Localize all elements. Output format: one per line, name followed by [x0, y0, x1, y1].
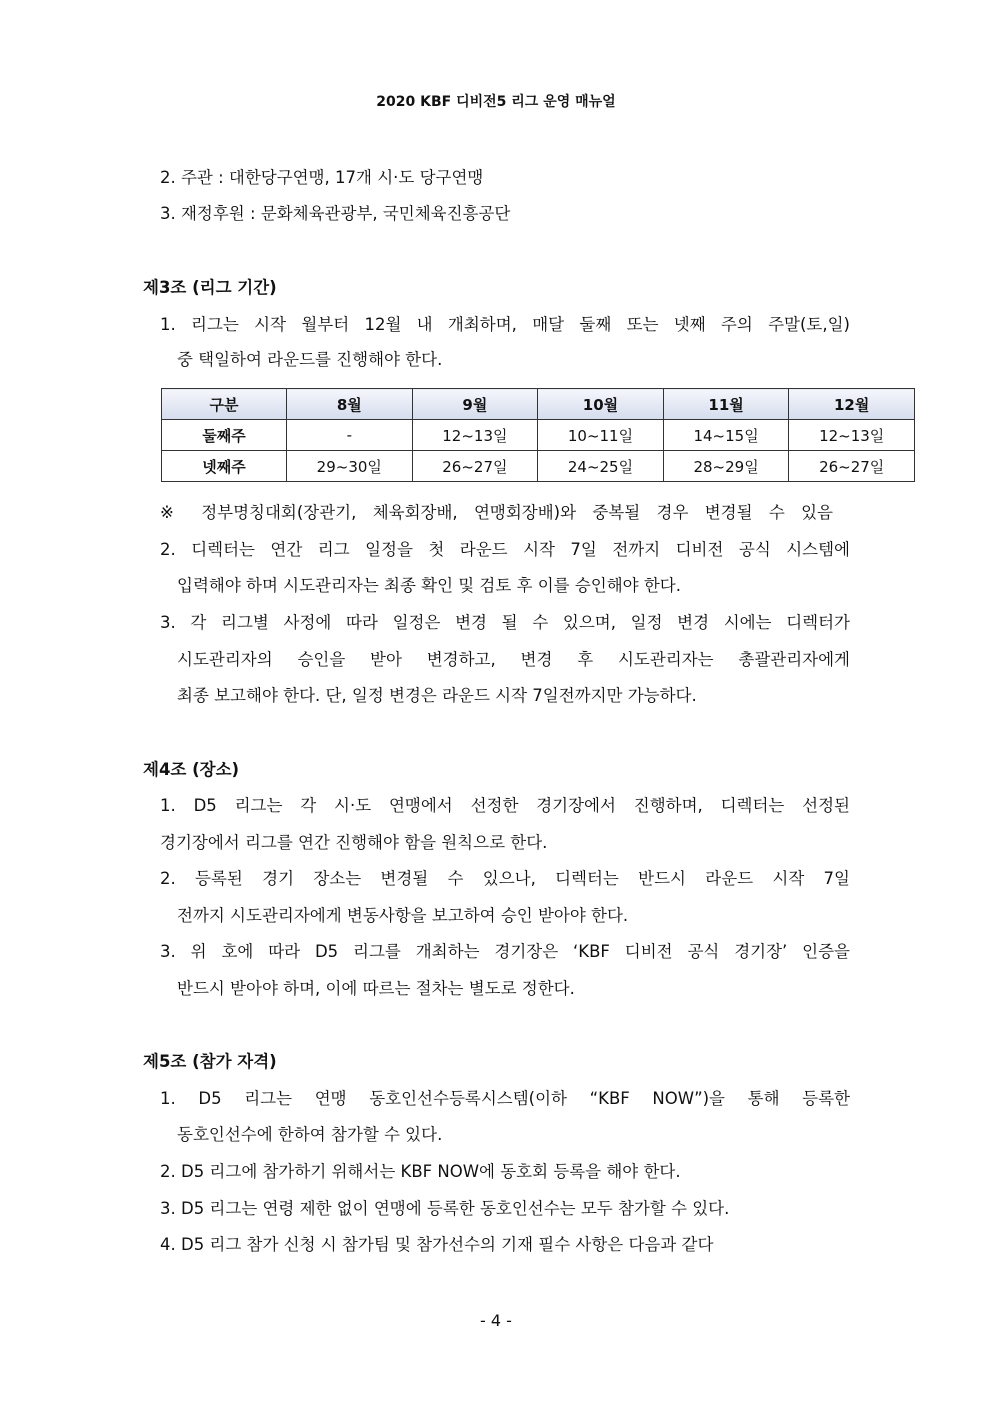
- article-5-p2: 2. D5 리그에 참가하기 위해서는 KBF NOW에 동호회 등록을 해야 한다.: [160, 1162, 681, 1181]
- article-5-p1-line2: 동호인선수에 한하여 참가할 수 있다.: [177, 1125, 443, 1144]
- table-cell: 12~13일: [412, 420, 538, 451]
- article-3-p1-line1: 1. 리그는 시작 월부터 12월 내 개최하며, 매달 둘째 또는 넷째 주의 주말(토,일): [160, 315, 850, 334]
- table-cell: 14~15일: [663, 420, 789, 451]
- article-4-p1-line2: 경기장에서 리그를 연간 진행해야 함을 원칙으로 한다.: [160, 833, 548, 852]
- table-row: [162, 420, 915, 451]
- table-cell: 28~29일: [663, 451, 789, 482]
- table-row: [162, 451, 915, 482]
- row-label: 둘째주: [162, 420, 287, 451]
- article-3-p2-line2: 입력해야 하며 시도관리자는 최종 확인 및 검토 후 이를 승인해야 한다.: [177, 576, 681, 595]
- table-cell: 26~27일: [412, 451, 538, 482]
- article-3-note: ※ 정부명칭대회(장관기, 체육회장배, 연맹회장배)와 중복될 경우 변경될 수 있음: [160, 503, 833, 522]
- schedule-header-row: [162, 389, 915, 420]
- header-cell: 구분: [162, 389, 287, 420]
- header-cell: 10월: [538, 389, 664, 420]
- article-4-p2-line2: 전까지 시도관리자에게 변동사항을 보고하여 승인 받아야 한다.: [177, 906, 629, 925]
- article-4-p1-line1: 1. D5 리그는 각 시·도 연맹에서 선정한 경기장에서 진행하며, 디렉터는 선정된: [160, 796, 850, 815]
- page-number: - 4 -: [480, 1311, 512, 1330]
- header-cell: 12월: [789, 389, 915, 420]
- article-5-title: 제5조 (참가 자격): [143, 1052, 277, 1071]
- article-3-title: 제3조 (리그 기간): [143, 278, 277, 297]
- table-cell: 10~11일: [538, 420, 664, 451]
- article-4-title: 제4조 (장소): [143, 760, 240, 779]
- article-5-p4: 4. D5 리그 참가 신청 시 참가팀 및 참가선수의 기재 필수 사항은 다음과 같다: [160, 1235, 714, 1254]
- article-4-p3-line1: 3. 위 호에 따라 D5 리그를 개최하는 경기장은 ‘KBF 디비전 공식 경기장’ 인증을: [160, 942, 850, 961]
- article-3-p3-line1: 3. 각 리그별 사정에 따라 일정은 변경 될 수 있으며, 일정 변경 시에는 디렉터가: [160, 613, 850, 632]
- header-cell: 11월: [663, 389, 789, 420]
- article-3-p1-line2: 중 택일하여 라운드를 진행해야 한다.: [177, 350, 443, 369]
- article-5-p1-line1: 1. D5 리그는 연맹 동호인선수등록시스템(이하 “KBF NOW”)을 통해 등록한: [160, 1089, 850, 1108]
- article-3-p2-line1: 2. 디렉터는 연간 리그 일정을 첫 라운드 시작 7일 전까지 디비전 공식 시스템에: [160, 540, 850, 559]
- article-5-p3: 3. D5 리그는 연령 제한 없이 연맹에 등록한 동호인선수는 모두 참가할 수 있다.: [160, 1199, 730, 1218]
- row-label: 넷째주: [162, 451, 287, 482]
- intro-item-3: 3. 재정후원 : 문화체육관광부, 국민체육진흥공단: [160, 204, 511, 223]
- header-cell: 9월: [412, 389, 538, 420]
- table-cell: 12~13일: [789, 420, 915, 451]
- table-cell: 26~27일: [789, 451, 915, 482]
- article-3-p3-line2: 시도관리자의 승인을 받아 변경하고, 변경 후 시도관리자는 총괄관리자에게: [177, 650, 850, 669]
- intro-item-2: 2. 주관 : 대한당구연맹, 17개 시·도 당구연맹: [160, 168, 484, 187]
- header-cell: 8월: [287, 389, 413, 420]
- table-cell: -: [287, 420, 413, 451]
- page-header: 2020 KBF 디비전5 리그 운영 매뉴얼: [376, 94, 616, 110]
- table-cell: 24~25일: [538, 451, 664, 482]
- article-4-p3-line2: 반드시 받아야 하며, 이에 따르는 절차는 별도로 정한다.: [177, 979, 575, 998]
- table-cell: 29~30일: [287, 451, 413, 482]
- article-3-p3-line3: 최종 보고해야 한다. 단, 일정 변경은 라운드 시작 7일전까지만 가능하다.: [177, 686, 697, 705]
- schedule-table: [161, 388, 915, 482]
- article-4-p2-line1: 2. 등록된 경기 장소는 변경될 수 있으나, 디렉터는 반드시 라운드 시작 7일: [160, 869, 850, 888]
